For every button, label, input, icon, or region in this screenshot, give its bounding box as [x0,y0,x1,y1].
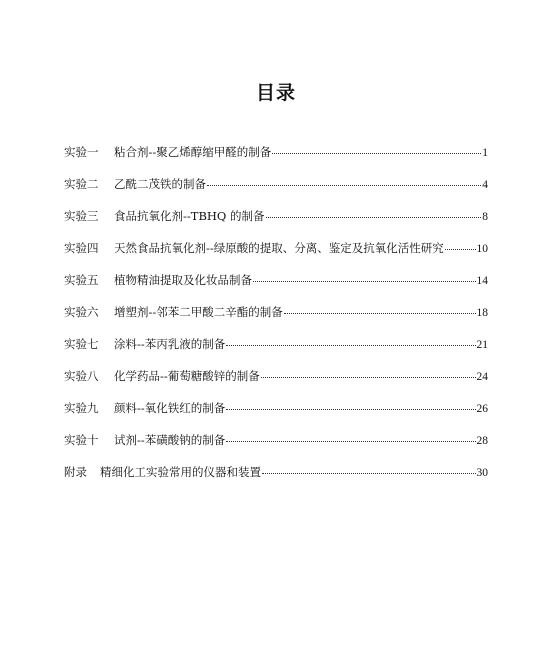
toc-page-number: 10 [476,243,488,255]
toc-page-number: 4 [482,179,488,191]
toc-label: 实验四 [64,241,99,255]
toc-entry-9 [64,400,488,432]
toc-page-number: 24 [476,371,488,383]
toc-entry-5 [64,272,488,304]
toc-entry-title: 试剂--苯磺酸钠的制备 [114,433,226,447]
toc-entry-title: 化学药品--葡萄糖酸锌的制备 [114,369,260,383]
toc-label: 实验八 [64,369,99,383]
toc-label: 实验七 [64,337,99,351]
toc-entry-title: 精细化工实验常用的仪器和装置 [100,465,261,479]
table-of-contents [64,144,488,494]
toc-entry-title: 乙酰二茂铁的制备 [114,177,206,191]
toc-entry-6 [64,304,488,336]
dot-leader [226,345,475,346]
toc-entry-2 [64,176,488,208]
toc-page-number: 26 [476,403,488,415]
dot-leader [253,281,476,282]
toc-entry-title: 天然食品抗氧化剂--绿原酸的提取、分离、鉴定及抗氧化活性研究 [114,241,444,255]
toc-page-number: 1 [482,147,488,159]
toc-label: 实验三 [64,209,99,223]
toc-entry-4 [64,240,488,272]
toc-label: 实验一 [64,145,99,159]
toc-entry-title: 涂料--苯丙乳液的制备 [114,337,226,351]
toc-label: 实验五 [64,273,99,287]
toc-entry-appendix [64,464,488,494]
toc-entry-3 [64,208,488,240]
dot-leader [261,377,476,378]
toc-entry-title: 颜料--氧化铁红的制备 [114,401,226,415]
toc-entry-1 [64,144,488,176]
toc-entry-7 [64,336,488,368]
toc-label: 附录 [64,465,87,479]
toc-entry-10 [64,432,488,464]
toc-page-number: 21 [476,339,488,351]
toc-entry-title: 食品抗氧化剂--TBHQ 的制备 [114,209,265,223]
dot-leader [266,217,482,218]
toc-entry-title: 植物精油提取及化妆品制备 [114,273,252,287]
dot-leader [262,473,476,474]
dot-leader [207,185,481,186]
toc-entry-title: 增塑剂--邻苯二甲酸二辛酯的制备 [114,305,283,319]
dot-leader [272,153,481,154]
toc-title: 目录 [255,82,296,104]
toc-page-number: 18 [476,307,488,319]
toc-label: 实验六 [64,305,99,319]
toc-label: 实验九 [64,401,99,415]
toc-page-number: 30 [476,467,488,479]
toc-page-number: 14 [476,275,488,287]
dot-leader [226,409,475,410]
dot-leader [226,441,475,442]
toc-label: 实验二 [64,177,99,191]
toc-label: 实验十 [64,433,99,447]
toc-page-number: 28 [476,435,488,447]
toc-entry-title: 粘合剂--聚乙烯醇缩甲醛的制备 [114,145,272,159]
toc-page-number: 8 [482,211,488,223]
dot-leader [284,313,476,314]
dot-leader [445,249,476,250]
toc-entry-8 [64,368,488,400]
